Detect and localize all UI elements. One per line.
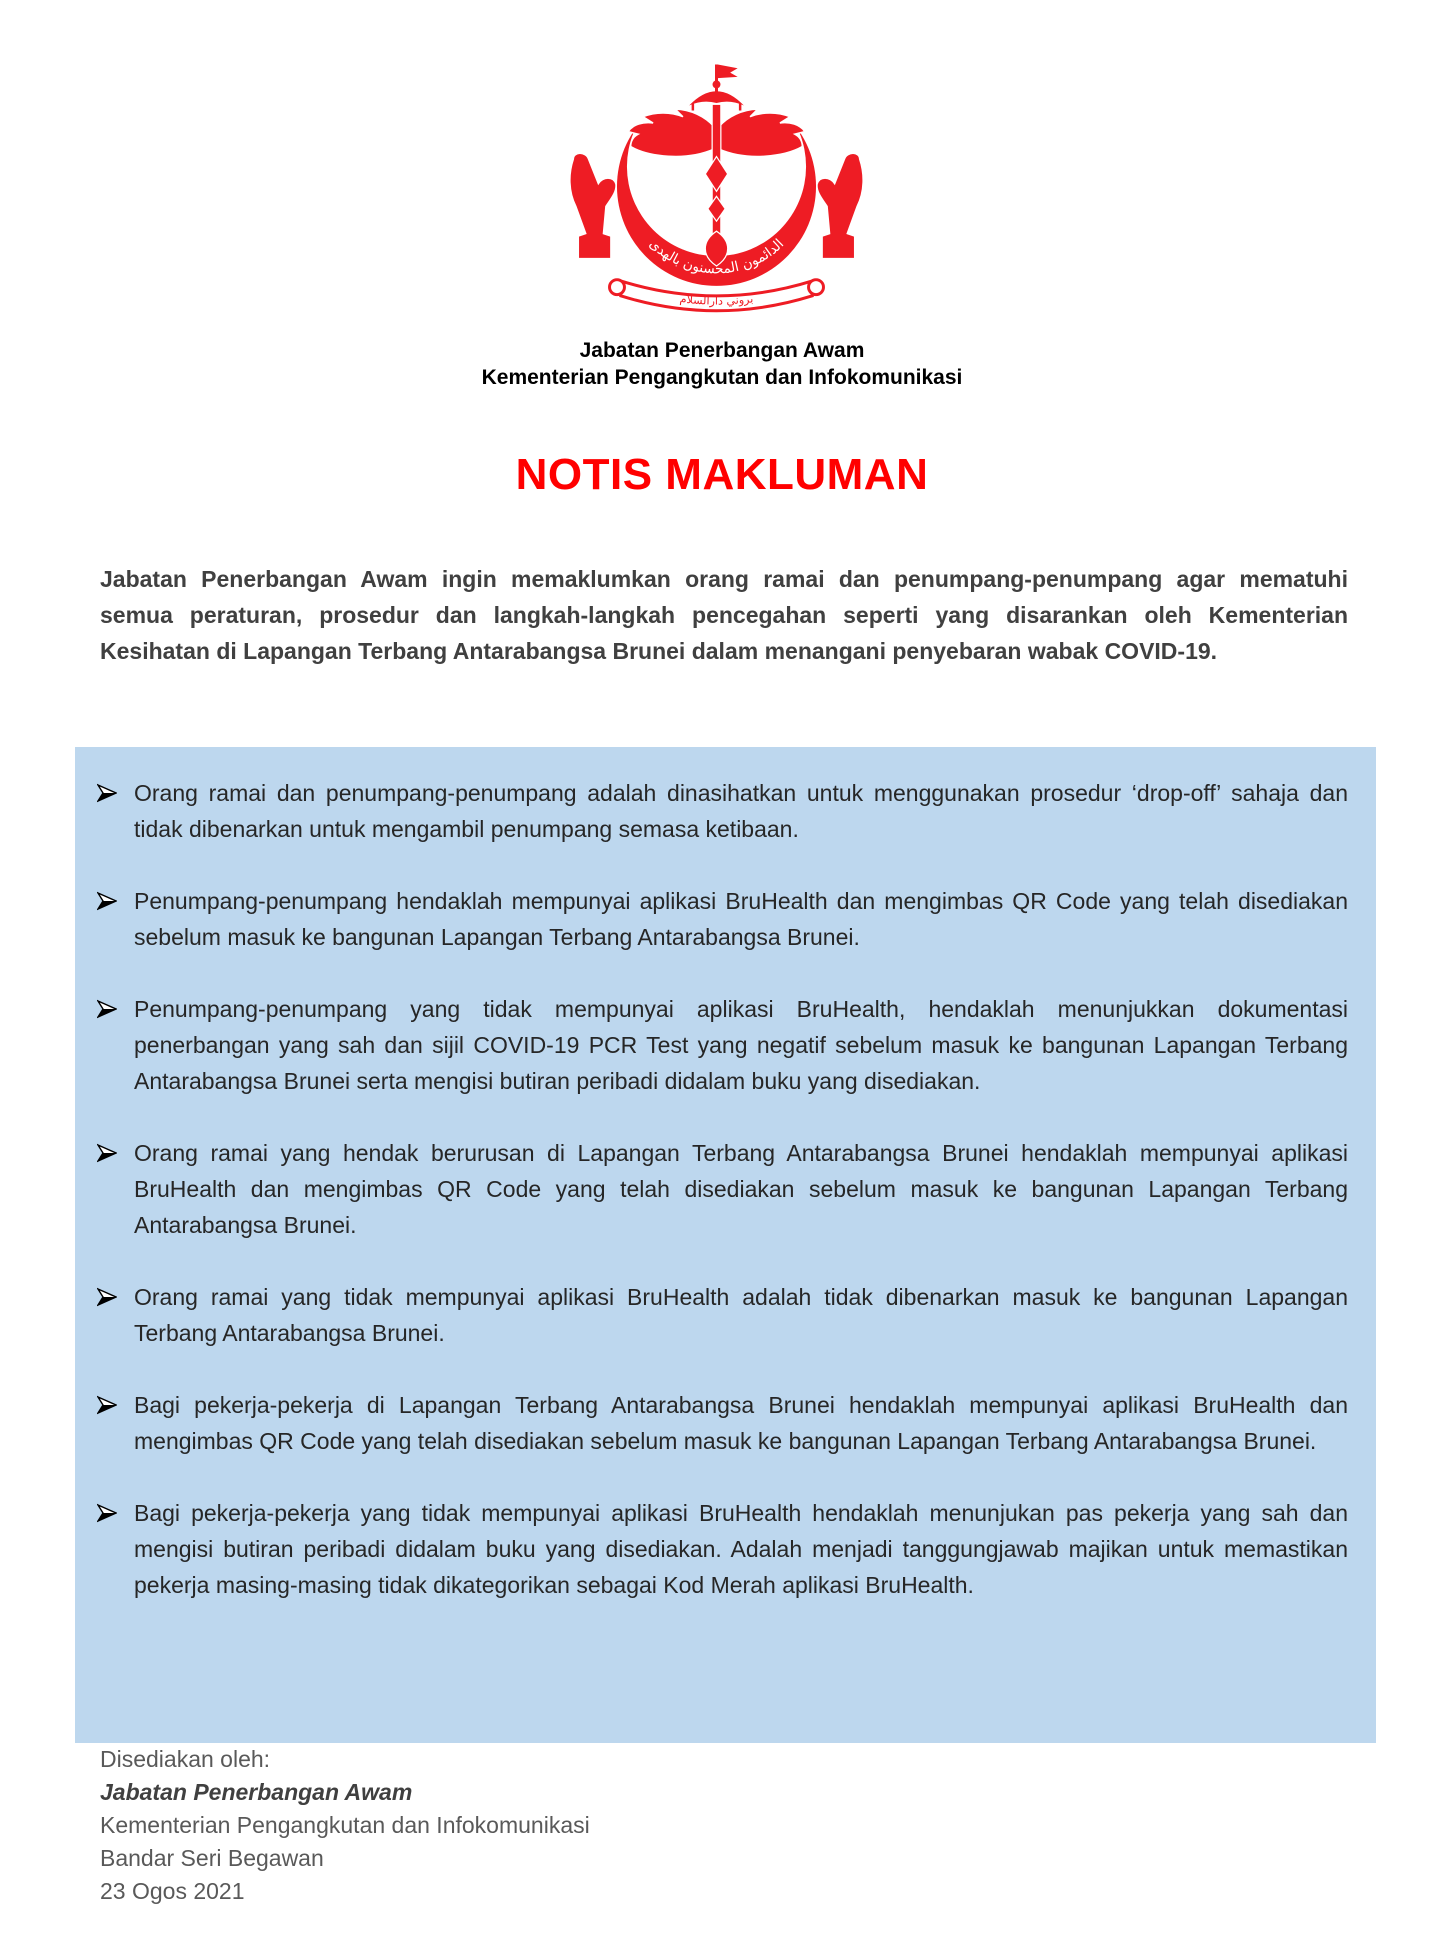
footer-city: Bandar Seri Begawan xyxy=(100,1845,324,1871)
footer-org-name: Jabatan Penerbangan Awam xyxy=(100,1779,413,1805)
arrow-bullet-icon xyxy=(97,1503,117,1523)
intro-paragraph: Jabatan Penerbangan Awam ingin memaklumkan orang ramai dan penumpang-penumpang agar mematuhi semua peraturan, prosedur dan langkah-langkah pencegahan seperti yang disarankan oleh Kementerian Kesihatan di Lapangan Terbang Antarabangsa Brunei dalam menangani penyebaran wabak COVID-19. xyxy=(100,566,1348,664)
notice-text: Orang ramai dan penumpang-penumpang adalah dinasihatkan untuk menggunakan prosedur ‘drop-off’ sahaja dan tidak dibenarkan untuk mengambil penumpang semasa ketibaan. xyxy=(134,780,1348,842)
notice-list xyxy=(134,775,1348,1603)
notice-item xyxy=(134,775,1348,847)
footer xyxy=(100,1743,900,1908)
svg-text:بروني دارالسلام: بروني دارالسلام xyxy=(679,292,754,308)
footer-date: 23 Ogos 2021 xyxy=(100,1878,245,1904)
notice-item xyxy=(134,991,1348,1099)
notice-text: Penumpang-penumpang hendaklah mempunyai aplikasi BruHealth dan mengimbas QR Code yang telah disediakan sebelum masuk ke bangunan Lapangan Terbang Antarabangsa Brunei. xyxy=(134,888,1348,950)
notice-item xyxy=(134,1279,1348,1351)
arrow-bullet-icon xyxy=(97,999,117,1019)
notice-item xyxy=(134,1495,1348,1603)
notice-box xyxy=(75,747,1376,1743)
header-ministry: Kementerian Pengangkutan dan Infokomunikasi xyxy=(481,366,963,389)
crest-graphic xyxy=(561,62,872,317)
arrow-bullet-icon xyxy=(97,1287,117,1307)
page-title: NOTIS MAKLUMAN xyxy=(515,450,929,499)
header xyxy=(0,337,1444,391)
notice-item xyxy=(134,883,1348,955)
prepared-by-label: Disediakan oleh: xyxy=(100,1746,271,1772)
notice-text: Penumpang-penumpang yang tidak mempunyai aplikasi BruHealth, hendaklah menunjukkan dokumentasi penerbangan yang sah dan sijil COVID-19 PCR Test yang negatif sebelum masuk ke bangunan Lapangan Terbang Antarabangsa Brunei serta mengisi butiran peribadi didalam buku yang disediakan. xyxy=(134,996,1348,1094)
notice-item xyxy=(134,1135,1348,1243)
arrow-bullet-icon xyxy=(97,1143,117,1163)
arrow-bullet-icon xyxy=(97,891,117,911)
crest-motto: الدائمون المحسنون بالهدى xyxy=(645,235,788,278)
brunei-crest-icon xyxy=(561,62,872,317)
notice-text: Bagi pekerja-pekerja yang tidak mempunyai aplikasi BruHealth hendaklah menunjukan pas pekerja yang sah dan mengisi butiran peribadi didalam buku yang disediakan. Adalah menjadi tanggungjawab majikan untuk memastikan pekerja masing-masing tidak dikategorikan sebagai Kod Merah aplikasi BruHealth. xyxy=(134,1500,1348,1598)
notice-item xyxy=(134,1387,1348,1459)
notice-text: Orang ramai yang tidak mempunyai aplikasi BruHealth adalah tidak dibenarkan masuk ke bangunan Lapangan Terbang Antarabangsa Brunei. xyxy=(134,1284,1348,1346)
arrow-bullet-icon xyxy=(97,1395,117,1415)
header-org-name: Jabatan Penerbangan Awam xyxy=(579,339,865,362)
arrow-bullet-icon xyxy=(97,783,117,803)
footer-ministry: Kementerian Pengangkutan dan Infokomunikasi xyxy=(100,1812,590,1838)
notice-text: Bagi pekerja-pekerja di Lapangan Terbang Antarabangsa Brunei hendaklah mempunyai aplikasi BruHealth dan mengimbas QR Code yang telah disediakan sebelum masuk ke bangunan Lapangan Terbang Antarabangsa Brunei. xyxy=(134,1392,1348,1454)
notice-text: Orang ramai yang hendak berurusan di Lapangan Terbang Antarabangsa Brunei hendaklah mempunyai aplikasi BruHealth dan mengimbas QR Code yang telah disediakan sebelum masuk ke bangunan Lapangan Terbang Antarabangsa Brunei. xyxy=(134,1140,1348,1238)
